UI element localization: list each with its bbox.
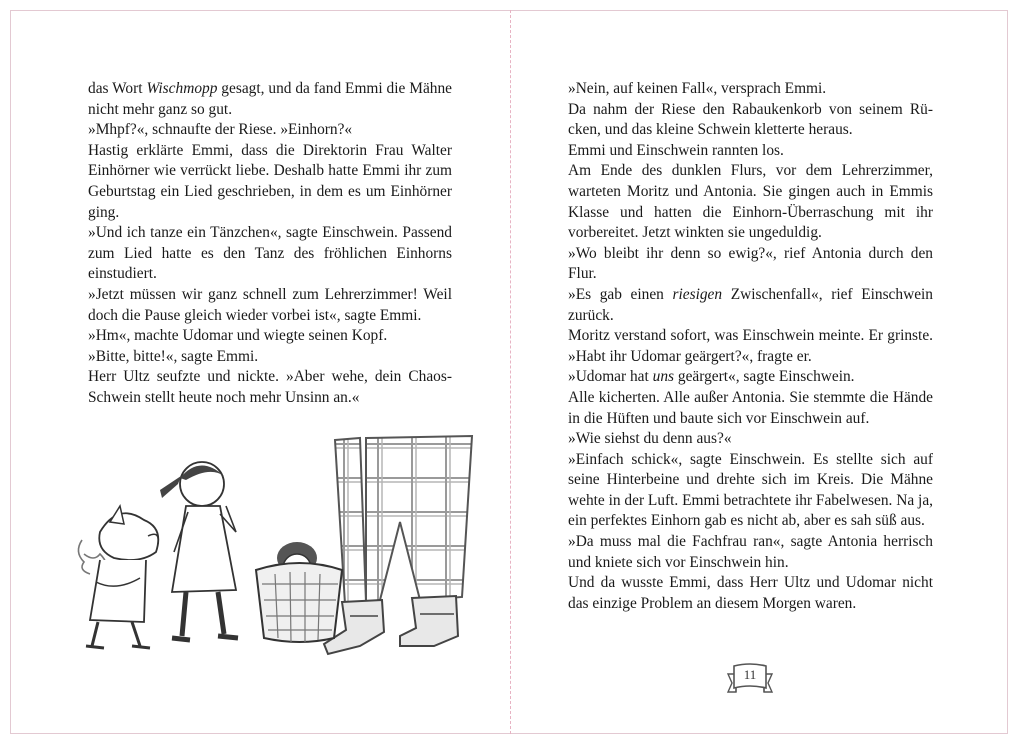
emphasis-text: Wischmopp: [146, 80, 218, 97]
paragraph: Da nahm der Riese den Rabaukenkorb von seinem Rücken, und das kleine Schwein kletterte heraus.: [568, 100, 933, 139]
paragraph: »Einfach schick«, sagte Einschwein. Es stellte sich auf seine Hinterbeine und drehte sich im Kreis. Die Mähne wehte in der Luft. Emmi betrachtete ihr Fabelwesen. Na ja, ein perfektes Einhorn gab es nicht ab, aber es sah süß aus.: [568, 450, 933, 530]
paragraph: Und da wusste Emmi, dass Herr Ultz und Udomar nicht das einzige Problem an diesem Morgen waren.: [568, 574, 933, 612]
paragraph: Moritz verstand sofort, was Einschwein meinte. Er grinste. »Habt ihr Udomar geärgert?«, fragte er.: [568, 327, 933, 365]
paragraph: »Und ich tanze ein Tänzchen«, sagte Einschwein. Passend zum Lied hatte es den Tanz des fröhlichen Einhorns einstudiert.: [88, 224, 452, 283]
paragraph: »Es gab einen riesigen Zwischenfall«, rief Einschwein zurück.: [568, 285, 933, 324]
paragraph: »Wie siehst du denn aus?«: [568, 430, 732, 448]
paragraph: Alle kicherten. Alle außer Antonia. Sie stemmte die Hände in die Hüften und baute sich vor Einschwein auf.: [568, 388, 933, 427]
emphasis-text: uns: [652, 368, 675, 386]
emphasis-text: riesigen: [672, 285, 723, 303]
paragraph: »Mhpf?«, schnaufte der Riese. »Einhorn?«: [88, 121, 353, 139]
basket-with-boy: [256, 542, 342, 642]
illustration: [60, 432, 480, 668]
paragraph: Am Ende des dunklen Flurs, vor dem Lehrerzimmer, warteten Moritz und Antonia. Sie gingen auch in Emmis Klasse und hatten die Einhorn-Überraschung mit ihr vorbereitet. Jetzt winkten sie ungeduldig.: [568, 162, 933, 242]
paragraph: »Wo bleibt ihr denn so ewig?«, rief Antonia durch den Flur.: [568, 244, 933, 283]
paragraph: »Da muss mal die Fachfrau ran«, sagte Antonia herrisch und kniete sich vor Einschwein hin.: [568, 533, 933, 571]
paragraph: »Bitte, bitte!«, sagte Emmi.: [88, 347, 259, 365]
pig-figure: [78, 506, 158, 648]
paragraph: »Udomar hat uns geärgert«, sagte Einschwein.: [568, 368, 855, 386]
giant-legs: [324, 436, 472, 654]
paragraph: das Wort Wischmopp gesagt, und da fand Emmi die Mähne nicht mehr ganz so gut.: [88, 80, 453, 118]
left-page-text: [88, 79, 452, 409]
book-gutter: [510, 10, 511, 734]
paragraph: Emmi und Einschwein rannten los.: [568, 141, 784, 159]
page-number-ribbon: [724, 660, 776, 702]
right-page-text: [568, 79, 933, 614]
paragraph: »Nein, auf keinen Fall«, versprach Emmi.: [568, 80, 827, 97]
paragraph: »Jetzt müssen wir ganz schnell zum Lehrerzimmer! Weil doch die Pause gleich wieder vorbei ist«, sagte Emmi.: [88, 285, 452, 324]
page-number: 11: [743, 667, 757, 682]
paragraph: Herr Ultz seufzte und nickte. »Aber wehe, dein Chaos-Schwein stellt heute noch mehr Unsinn an.«: [88, 368, 452, 406]
paragraph: Hastig erklärte Emmi, dass die Direktorin Frau Walter Einhörner wie verrückt liebe. Deshalb hatte Emmi ihr zum Geburtstag ein Lied geschrieben, in dem es um Einhörner ging.: [88, 141, 452, 221]
girl-figure: [160, 462, 238, 640]
paragraph: »Hm«, machte Udomar und wiegte seinen Kopf.: [88, 327, 388, 345]
